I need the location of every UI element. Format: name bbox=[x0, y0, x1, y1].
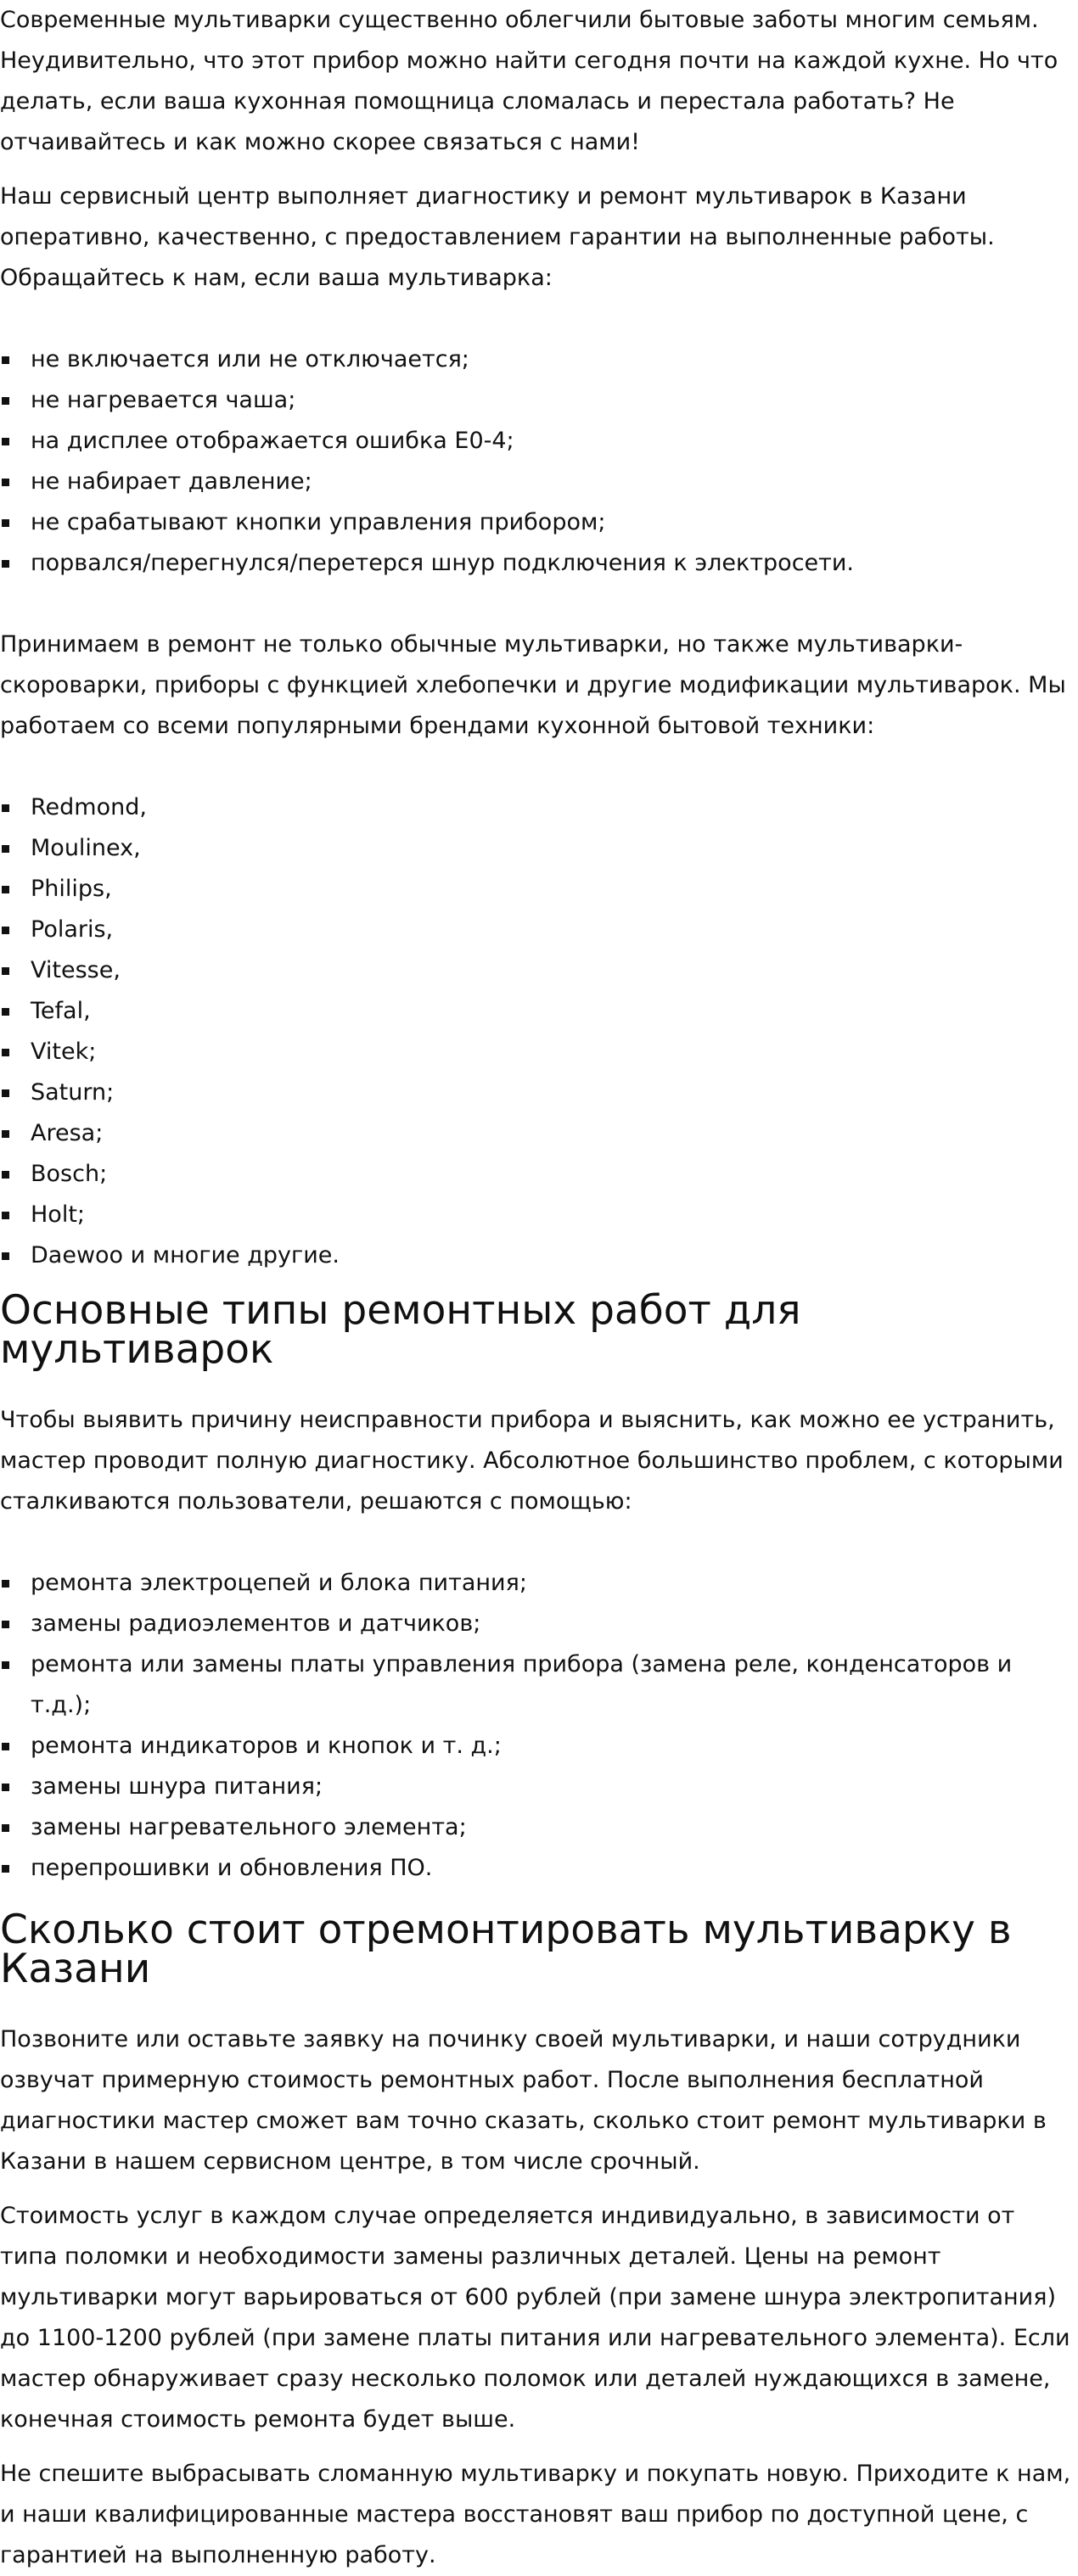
list-item: ремонта электроцепей и блока питания; bbox=[0, 1563, 1078, 1604]
symptoms-list bbox=[0, 339, 1078, 584]
list-item: не включается или не отключается; bbox=[0, 339, 1078, 380]
list-item: Vitesse, bbox=[0, 950, 1078, 991]
intro-paragraph-1: Современные мультиварки существенно облегчили бытовые заботы многим семьям. Неудивительно, что этот прибор можно найти сегодня почти на каждой кухне. Но что делать, если ваша кухонная помощница сломалась и перестала работать? Не отчаивайтесь и как можно скорее связаться с нами! bbox=[0, 7, 1058, 155]
brands-intro-paragraph: Принимаем в ремонт не только обычные мультиварки, но также мультиварки-скороварки, приборы с функцией хлебопечки и другие модификации мультиварок. Мы работаем со всеми популярными брендами кухонной бытовой техники: bbox=[0, 631, 1066, 739]
list-item: ремонта или замены платы управления прибора (замена реле, конденсаторов и т.д.); bbox=[0, 1644, 1078, 1726]
list-item: порвался/перегнулся/перетерся шнур подключения к электросети. bbox=[0, 543, 1078, 584]
price-paragraph-2: Стоимость услуг в каждом случае определяется индивидуально, в зависимости от типа поломки и необходимости замены различных деталей. Цены на ремонт мультиварки могут варьироваться от 600 рублей (при замене шнура электропитания) до 1100-1200 рублей (при замене платы питания или нагревательного элемента). Если мастер обнаруживает сразу несколько поломок или деталей нуждающихся в замене, конечная стоимость ремонта будет выше. bbox=[0, 2203, 1070, 2433]
section-heading-price: Сколько стоит отремонтировать мультиварку в Казани bbox=[0, 1907, 1012, 1992]
list-item: Saturn; bbox=[0, 1072, 1078, 1113]
list-item: Vitek; bbox=[0, 1032, 1078, 1072]
list-item: Redmond, bbox=[0, 787, 1078, 828]
list-item: замены радиоэлементов и датчиков; bbox=[0, 1604, 1078, 1644]
list-item: на дисплее отображается ошибка E0-4; bbox=[0, 421, 1078, 462]
list-item: не нагревается чаша; bbox=[0, 380, 1078, 421]
list-item: Holt; bbox=[0, 1195, 1078, 1235]
brands-list bbox=[0, 787, 1078, 1276]
list-item: Tefal, bbox=[0, 991, 1078, 1032]
list-item: Moulinex, bbox=[0, 828, 1078, 869]
list-item: Polaris, bbox=[0, 910, 1078, 950]
list-item: Philips, bbox=[0, 869, 1078, 910]
list-item: Aresa; bbox=[0, 1113, 1078, 1154]
section-heading-repair-types: Основные типы ремонтных работ для мультиварок bbox=[0, 1287, 801, 1373]
price-paragraph-1: Позвоните или оставьте заявку на починку своей мультиварки, и наши сотрудники озвучат примерную стоимость ремонтных работ. После выполнения бесплатной диагностики мастер сможет вам точно сказать, сколько стоит ремонт мультиварки в Казани в нашем сервисном центре, в том числе срочный. bbox=[0, 2026, 1047, 2175]
list-item: замены нагревательного элемента; bbox=[0, 1807, 1078, 1848]
repair-types-list bbox=[0, 1563, 1078, 1889]
list-item: не срабатывают кнопки управления прибором; bbox=[0, 502, 1078, 543]
repair-types-intro-paragraph: Чтобы выявить причину неисправности прибора и выяснить, как можно ее устранить, мастер проводит полную диагностику. Абсолютное большинство проблем, с которыми сталкиваются пользователи, решаются с помощью: bbox=[0, 1407, 1064, 1515]
intro-paragraph-2: Наш сервисный центр выполняет диагностику и ремонт мультиварок в Казани оперативно, качественно, с предоставлением гарантии на выполненные работы. Обращайтесь к нам, если ваша мультиварка: bbox=[0, 183, 995, 291]
list-item: ремонта индикаторов и кнопок и т. д.; bbox=[0, 1726, 1078, 1767]
price-paragraph-3: Не спешите выбрасывать сломанную мультиварку и покупать новую. Приходите к нам, и наши квалифицированные мастера восстановят ваш прибор по доступной цене, с гарантией на выполненную работу. bbox=[0, 2461, 1071, 2568]
list-item: перепрошивки и обновления ПО. bbox=[0, 1848, 1078, 1889]
list-item: Daewoo и многие другие. bbox=[0, 1235, 1078, 1276]
list-item: не набирает давление; bbox=[0, 462, 1078, 502]
list-item: Bosch; bbox=[0, 1154, 1078, 1195]
list-item: замены шнура питания; bbox=[0, 1767, 1078, 1807]
